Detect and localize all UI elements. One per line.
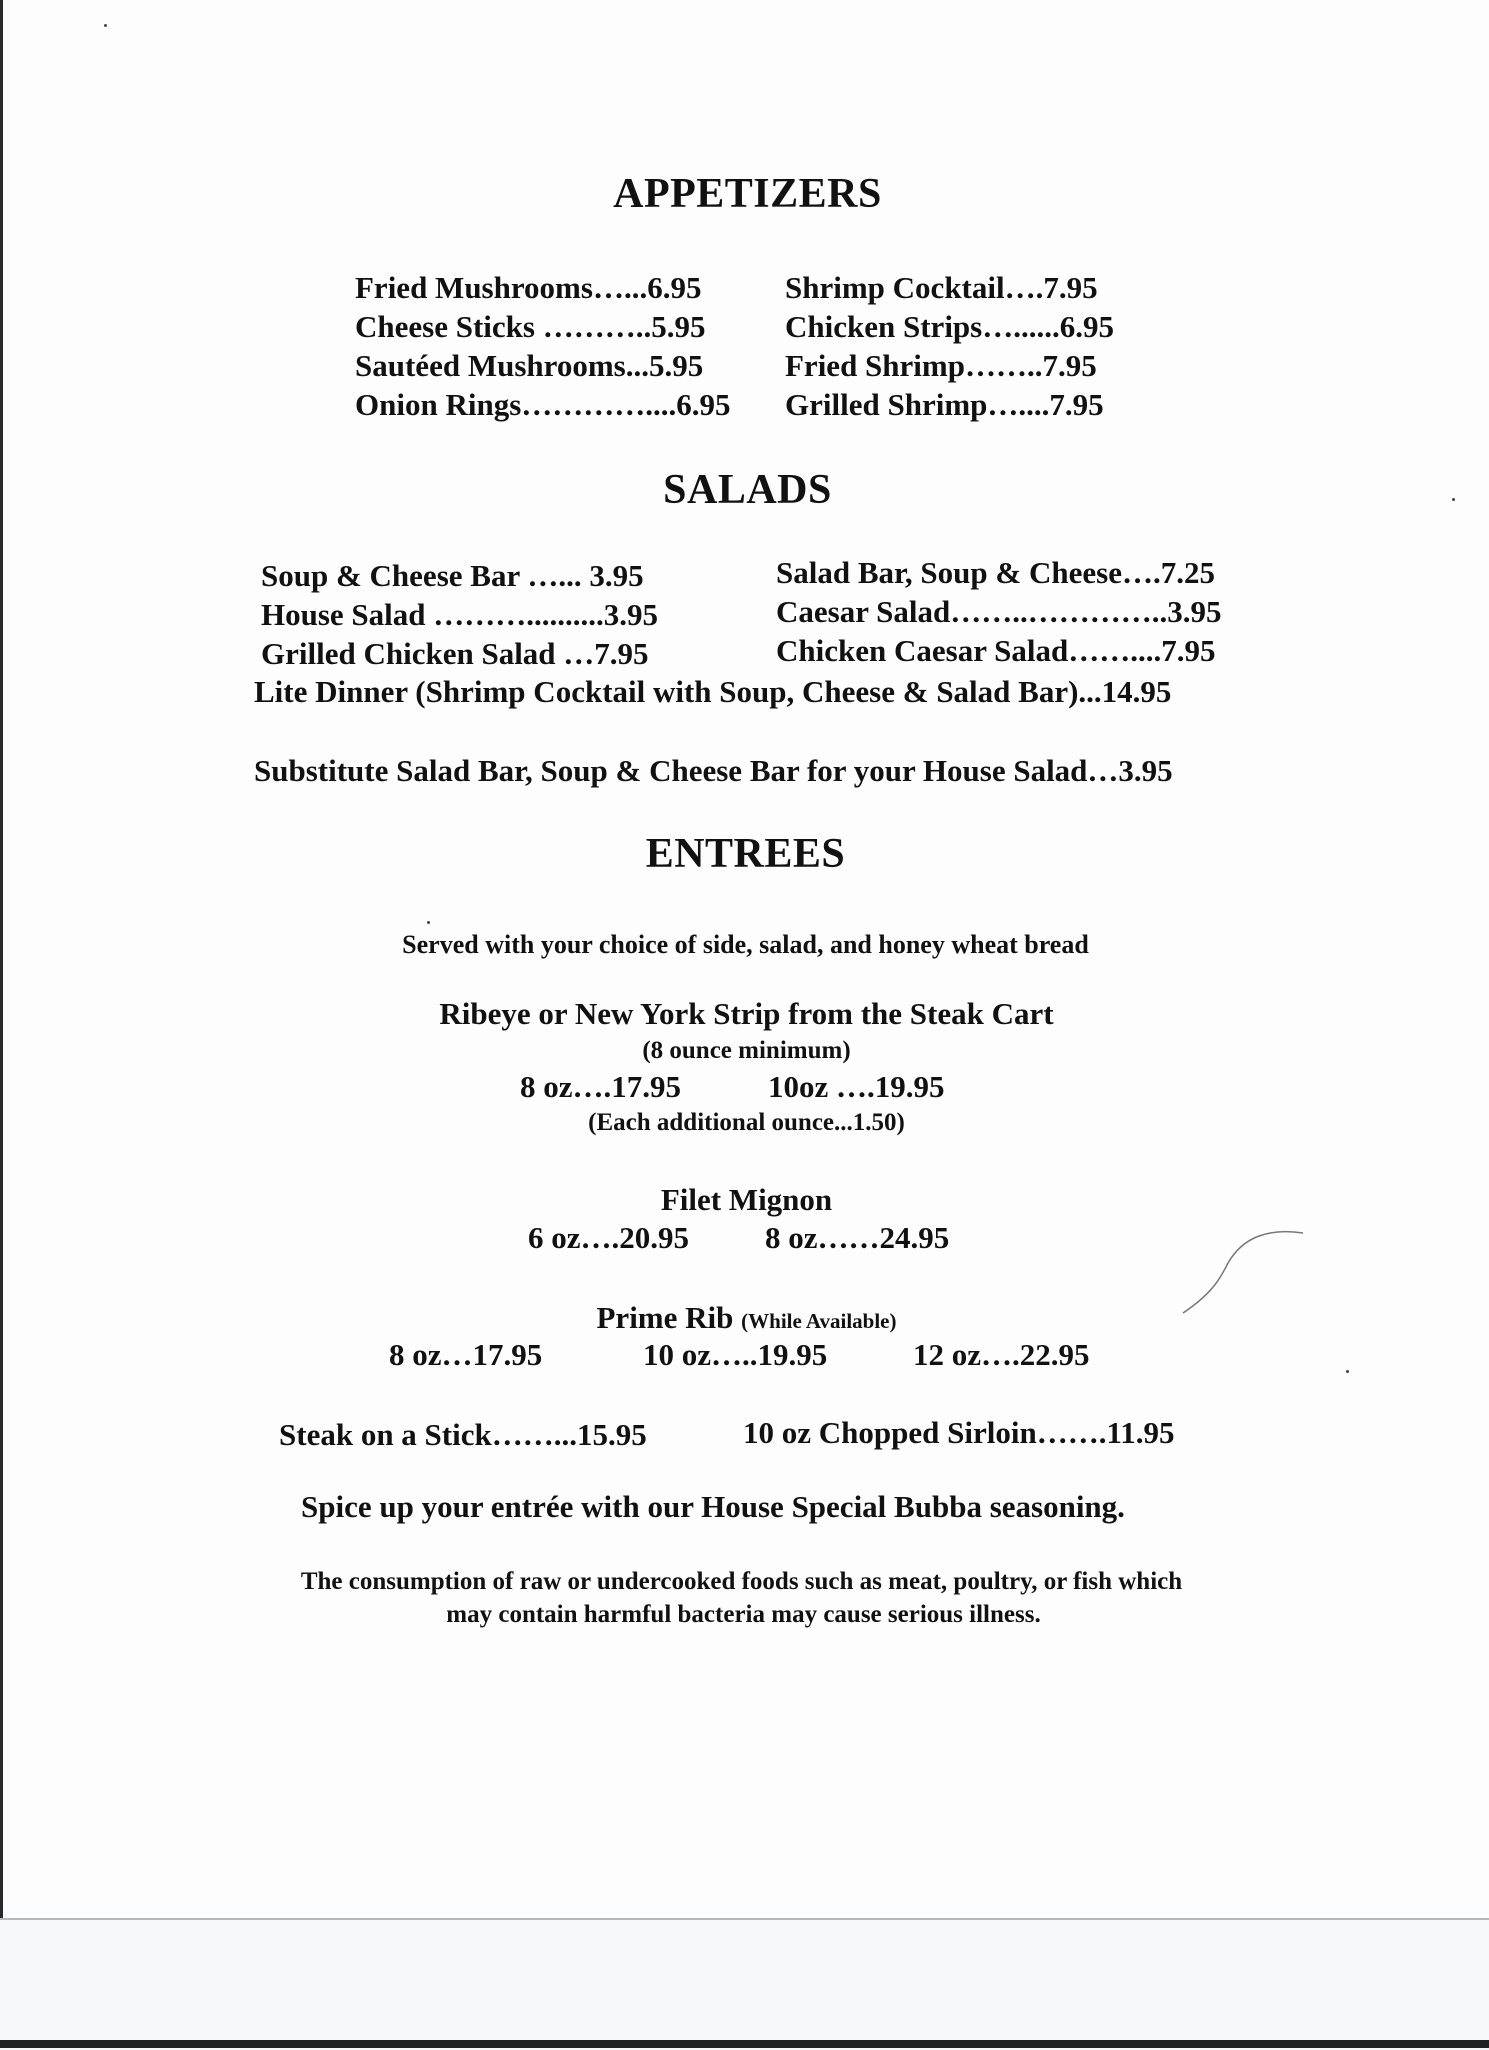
food-safety-warning-line1: The consumption of raw or undercooked foods such as meat, poultry, or fish which [300,1568,1183,1595]
menu-item: Onion Rings…………....6.95 [355,387,731,422]
salads-left-column [261,556,658,673]
chopped-sirloin-item: 10 oz Chopped Sirloin…….11.95 [743,1415,1175,1450]
scanner-bottom-edge [0,2040,1489,2048]
steak-on-a-stick-item: Steak on a Stick……...15.95 [279,1417,647,1452]
salads-heading: SALADS [663,467,832,513]
steak-cart-minimum: (8 ounce minimum) [642,1037,851,1064]
scan-speck [427,921,430,924]
seasoning-note: Spice up your entrée with our House Special Bubba seasoning. [301,1489,1125,1524]
prime-rib-price-12oz: 12 oz….22.95 [913,1337,1090,1372]
filet-price-6oz: 6 oz….20.95 [528,1220,690,1255]
menu-item: Fried Shrimp……..7.95 [785,348,1097,383]
scan-speck [1346,1370,1349,1373]
appetizers-heading: APPETIZERS [613,171,882,217]
steak-cart-name: Ribeye or New York Strip from the Steak Cart [439,996,1054,1031]
menu-item: Chicken Caesar Salad……....7.95 [776,633,1216,668]
filet-price-8oz: 8 oz……24.95 [765,1220,950,1255]
menu-item: Grilled Chicken Salad …7.95 [261,636,649,671]
prime-rib-price-8oz: 8 oz…17.95 [389,1337,543,1372]
food-safety-warning-line2: may contain harmful bacteria may cause serious illness. [446,1601,1041,1628]
menu-item: Shrimp Cocktail….7.95 [785,270,1098,305]
steak-cart-additional: (Each additional ounce...1.50) [588,1109,905,1136]
appetizers-left-column [355,268,731,424]
menu-item: Grilled Shrimp…....7.95 [785,387,1104,422]
filet-name: Filet Mignon [660,1182,833,1217]
served-with-note: Served with your choice of side, salad, and honey wheat bread [402,930,1089,959]
menu-item: Salad Bar, Soup & Cheese….7.25 [776,555,1215,590]
prime-rib-price-10oz: 10 oz…..19.95 [643,1337,828,1372]
menu-item: Caesar Salad……..…………..3.95 [776,594,1222,629]
substitute-note: Substitute Salad Bar, Soup & Cheese Bar for your House Salad…3.95 [254,753,1173,788]
menu-item: House Salad ………..........3.95 [261,597,659,632]
lite-dinner-item: Lite Dinner (Shrimp Cocktail with Soup, Cheese & Salad Bar)...14.95 [254,674,1172,709]
entrees-heading: ENTREES [645,831,846,877]
pen-mark [1173,1225,1308,1315]
steak-cart-price-10oz: 10oz ….19.95 [768,1069,945,1104]
prime-rib-availability: (While Available) [741,1309,897,1333]
appetizers-right-column [785,268,1114,424]
menu-item: Cheese Sticks ………..5.95 [355,309,706,344]
menu-item: Fried Mushrooms…...6.95 [355,270,702,305]
salads-right-column [776,553,1222,670]
prime-rib-name: Prime Rib [596,1300,734,1335]
menu-item: Chicken Strips…......6.95 [785,309,1114,344]
steak-cart-price-8oz: 8 oz….17.95 [520,1069,682,1104]
menu-item: Sautéed Mushrooms...5.95 [355,348,704,383]
scanner-bottom-band [0,1918,1489,2050]
menu-item: Soup & Cheese Bar …... 3.95 [261,558,644,593]
scan-speck [104,24,107,27]
scan-speck [1452,498,1455,501]
